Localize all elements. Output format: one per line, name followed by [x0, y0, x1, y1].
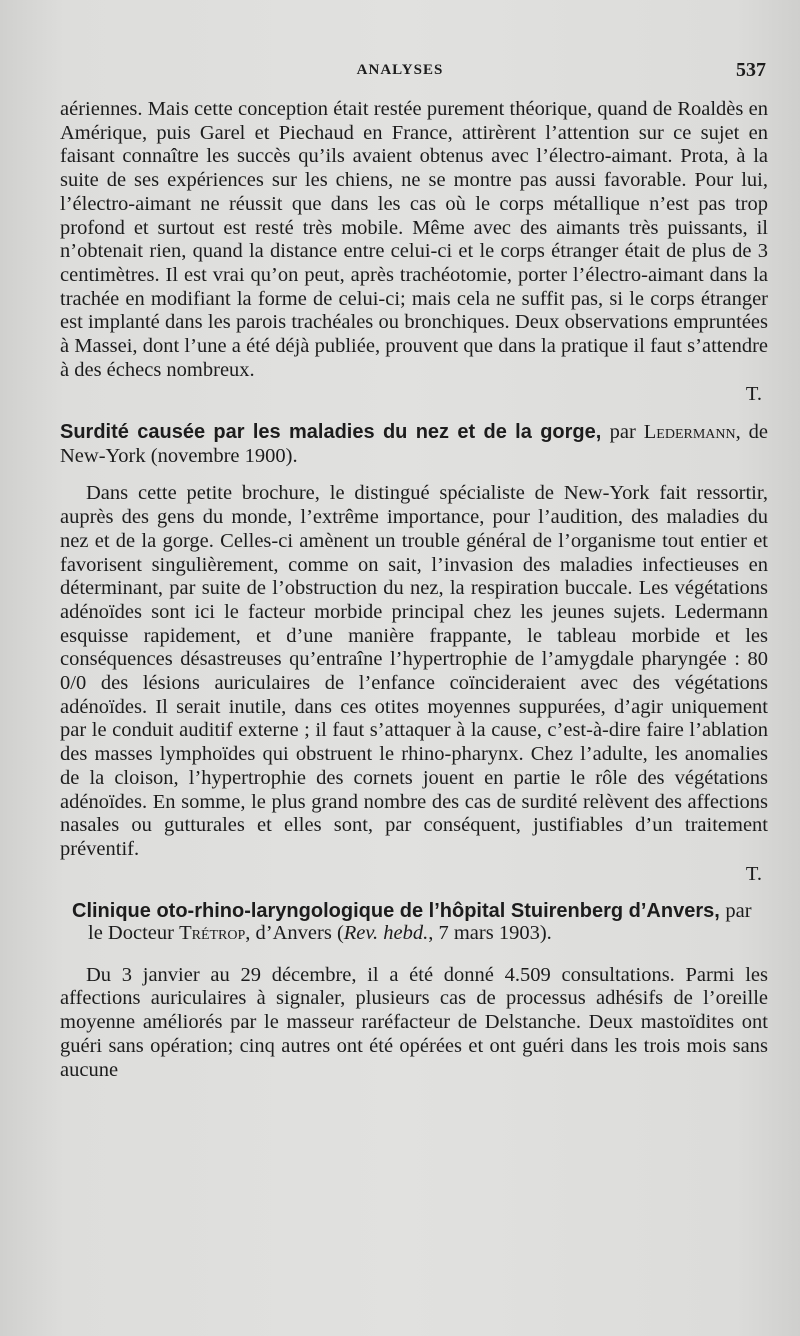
- article-3-date: , 7 mars 1903).: [428, 921, 552, 944]
- article-3-heading: [60, 900, 768, 944]
- running-title: ANALYSES: [356, 62, 444, 78]
- article-2-location-date: , de New-York (novembre 1900).: [60, 421, 769, 468]
- article-1-signature: T.: [745, 383, 762, 406]
- page-number: 537: [736, 59, 766, 81]
- article-2-text: Dans cette petite brochure, le distingué spécialiste de New-York fait ressortir, auprès des gens du monde, l’extrême importance, pour l’audition, des maladies du nez et de la gorge. Celles-ci amènent un trouble général de l’organisme tout entier et favorisent singulièrement, comme on sait, l’invasion des maladies infectieuses en déterminant, par suite de l’obstruction du nez, la respiration buccale. Les végétations adénoïdes sont ici le facteur morbide principal chez les jeunes sujets. Ledermann esquisse rapidement, et d’une manière frappante, le tableau morbide et les conséquences désastreuses qu’entraîne l’hypertrophie de l’amygdale pharyngée : 80 0/0 des lésions auriculaires de l’enfance coïncideraient avec des végétations adénoïdes. Il serait inutile, dans ces otites moyennes suppurées, d’agir uniquement par le conduit auditif externe ; il faut s’attaquer à la cause, c’est-à-dire faire l’ablation des masses lymphoïdes qui obstruent le rhino-pharynx. Chez l’adulte, les anomalies de la cloison, l’hypertrophie des cornets jouent en partie le rôle des végétations adénoïdes. En somme, le plus grand nombre des cas de surdité relèvent des affections nasales ou gutturales et elles sont, par conséquent, justifiables d’un traitement préventif.: [60, 482, 768, 860]
- article-3-journal: Rev. hebd.: [343, 921, 429, 944]
- article-2-title: Surdité causée par les maladies du nez et de la gorge,: [60, 421, 602, 444]
- article-3-text: Du 3 janvier au 29 décembre, il a été donné 4.509 consultations. Parmi les affections auriculaires à signaler, plusieurs cas de processus adhésifs de l’oreille moyenne améliorés par le masseur raréfacteur de Delstanche. Deux mastoïdites ont guéri sans opération; cinq autres ont été opérées et ont guéri dans les trois mois sans aucune: [60, 963, 768, 1081]
- article-2-author: Ledermann: [643, 421, 736, 444]
- article-3-by: par le Docteur: [88, 899, 752, 944]
- running-head: [0, 59, 800, 86]
- article-1-text: aériennes. Mais cette conception était restée purement théorique, quand de Roaldès en Amérique, puis Garel et Piechaud en France, attirèrent l’attention sur ce sujet en faisant connaître les succès qu’ils avaient obtenus avec l’électro-aimant. Prota, à la suite de ses expériences sur les chiens, ne se montre pas aussi favorable. Pour lui, l’électro-aimant ne réussit que dans les cas où le corps métallique n’est pas trop profond et surtout est resté très mobile. Même avec des aimants très puissants, il n’obtenait rien, quand la distance entre celui-ci et le corps étranger était de plus de 3 centimètres. Il est vrai qu’on peut, après trachéotomie, porter l’électro-aimant dans la trachée en modifiant la forme de celui-ci; mais cela ne suffit pas, si le corps étranger est implanté dans les parois trachéales ou bronchiques. Deux observations empruntées à Massei, dont l’une a été déjà publiée, prouvent que dans la pratique il faut s’attendre à des échecs nombreux.: [60, 98, 768, 381]
- article-2-signature: T.: [745, 862, 762, 885]
- article-3-author: Trétrop: [179, 921, 246, 944]
- article-3-location: , d’Anvers (: [245, 921, 344, 944]
- page-body: [60, 98, 768, 1082]
- article-2-by: par: [609, 421, 636, 444]
- article-3-title: Clinique oto-rhino-laryngologique de l’hôpital Stuirenberg d’Anvers,: [72, 899, 720, 922]
- article-2-heading: [60, 420, 768, 468]
